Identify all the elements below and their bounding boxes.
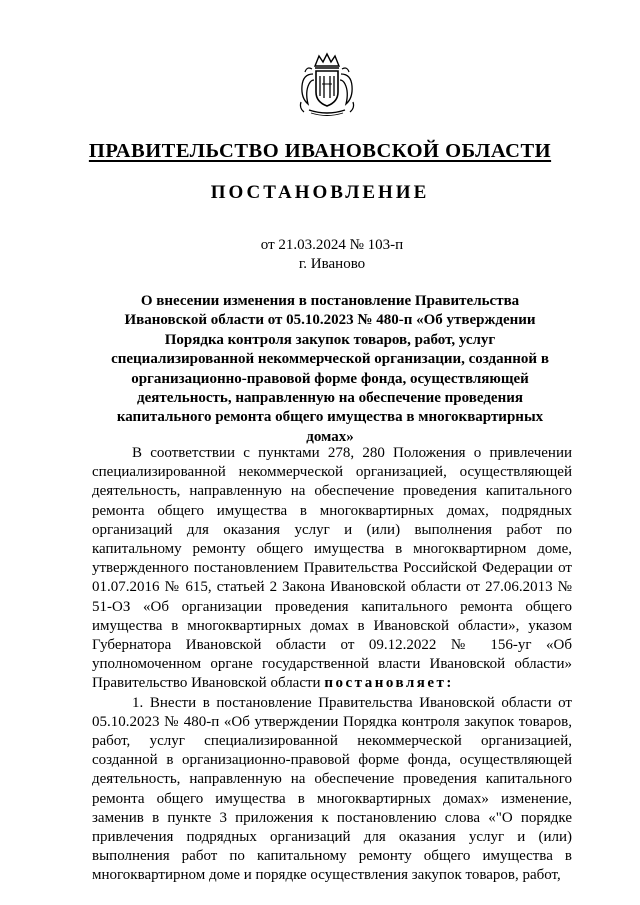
government-name: ПРАВИТЕЛЬСТВО ИВАНОВСКОЙ ОБЛАСТИ [88,140,552,162]
city: г. Иваново [298,256,366,272]
document-body [92,444,572,886]
item-1-paragraph: 1. Внести в постановление Правительства Ивановской области от 05.10.2023 № 480-п «Об утверждении Порядка контроля закупок товаров, работ, услуг специализированной некоммерческой организацией, созданной в организационно-правовой форме фонда, осуществляющей деятельность, направленную на обеспечение проведения капитального ремонта общего имущества в многоквартирных домах» изменение, заменив в пункте 3 приложения к постановлению слова «"О порядке привлечения подрядных организаций для оказания услуг и (или) выполнения работ по капитальному ремонту общего имущества в многоквартирном доме и порядке осуществления закупок товаров, работ, [92,694,572,884]
resolves-word: постановляет: [324,675,454,692]
preamble-text: В соответствии с пунктами 278, 280 Положения о привлечении специализированной некоммерческой организацией, осуществляющей деятельность, направленную на обеспечение проведения капитального ремонта общего имущества в многоквартирных домах, подрядных организаций для оказания услуг и (или) выполнения работ по капитальному ремонту общего имущества в многоквартирном доме, утвержденного постановлением Правительства Российской Федерации от 01.07.2016 № 615, статьей 2 Закона Ивановской области от 27.06.2013 № 51-ОЗ «Об организации проведения капитального ремонта общего имущества в многоквартирных домах в Ивановской области», указом Губернатора Ивановской области от 09.12.2022 № 156-уг «Об уполномоченном органе государственной власти Ивановской области» Правительство Ивановской области [92,445,572,692]
preamble-paragraph [92,444,572,694]
resolution-title: О внесении изменения в постановление Правительства Ивановской области от 05.10.2023 № 480-п «Об утверждении Порядка контроля закупок товаров, работ, услуг специализированной некоммерческой организации, созданной в организационно-правовой форме фонда, осуществляющей деятельность, направленную на обеспечение проведения капитального ремонта общего имущества в многоквартирных домах» [111,293,549,445]
date-and-number: от 21.03.2024 № 103-п [260,237,404,253]
document-type: ПОСТАНОВЛЕНИЕ [210,182,430,203]
coat-of-arms-icon [297,52,357,118]
